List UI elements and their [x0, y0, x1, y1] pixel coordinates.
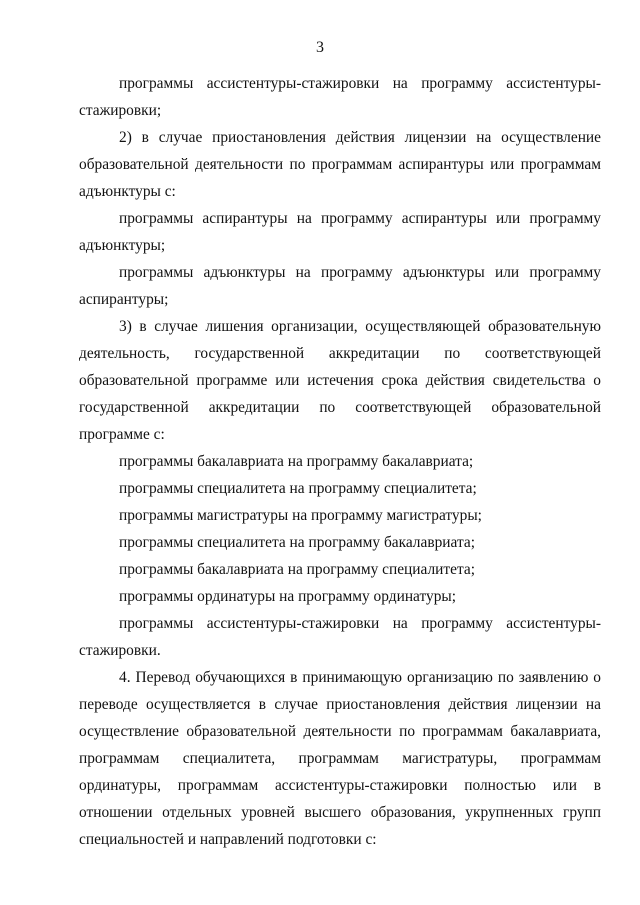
document-body [79, 70, 601, 853]
list-item-residency-to-residency: программы ординатуры на программу ординатуры; [119, 588, 457, 605]
paragraph-item-3-accreditation-loss: 3) в случае лишения организации, осуществляющей образовательную деятельность, государственной аккредитации по соответствующей образовательной программе или истечения срока действия свидетельства о государственной аккредитации по соответствующей образовательной программе с: [79, 318, 601, 443]
list-item-master-to-master: программы магистратуры на программу магистратуры; [119, 507, 482, 524]
paragraph-assistantship-continuation: программы ассистентуры-стажировки на программу ассистентуры-стажировки; [79, 75, 601, 119]
list-item-bachelor-to-specialist: программы бакалавриата на программу специалитета; [119, 561, 475, 578]
page-number: 3 [316, 39, 324, 56]
list-item-assistantship-to-assistantship: программы ассистентуры-стажировки на программу ассистентуры-стажировки. [79, 615, 601, 659]
list-item-bachelor-to-bachelor: программы бакалавриата на программу бакалавриата; [119, 453, 474, 470]
paragraph-adjunktura-transfer: программы адъюнктуры на программу адъюнктуры или программу аспирантуры; [79, 264, 601, 308]
list-item-specialist-to-specialist: программы специалитета на программу специалитета; [119, 480, 477, 497]
list-item-specialist-to-bachelor: программы специалитета на программу бакалавриата; [119, 534, 475, 551]
paragraph-item-4-transfer-by-application: 4. Перевод обучающихся в принимающую организацию по заявлению о переводе осуществляется в случае приостановления действия лицензии на осуществление образовательной деятельности по программам бакалавриата, программам специалитета, программам магистратуры, программам ординатуры, программам ассистентуры-стажировки полностью или в отношении отдельных уровней высшего образования, укрупненных групп специальностей и направлений подготовки с: [79, 669, 601, 848]
paragraph-aspirantura-transfer: программы аспирантуры на программу аспирантуры или программу адъюнктуры; [79, 210, 601, 254]
paragraph-item-2-license-suspension: 2) в случае приостановления действия лицензии на осуществление образовательной деятельности по программам аспирантуры или программам адъюнктуры с: [79, 129, 601, 200]
